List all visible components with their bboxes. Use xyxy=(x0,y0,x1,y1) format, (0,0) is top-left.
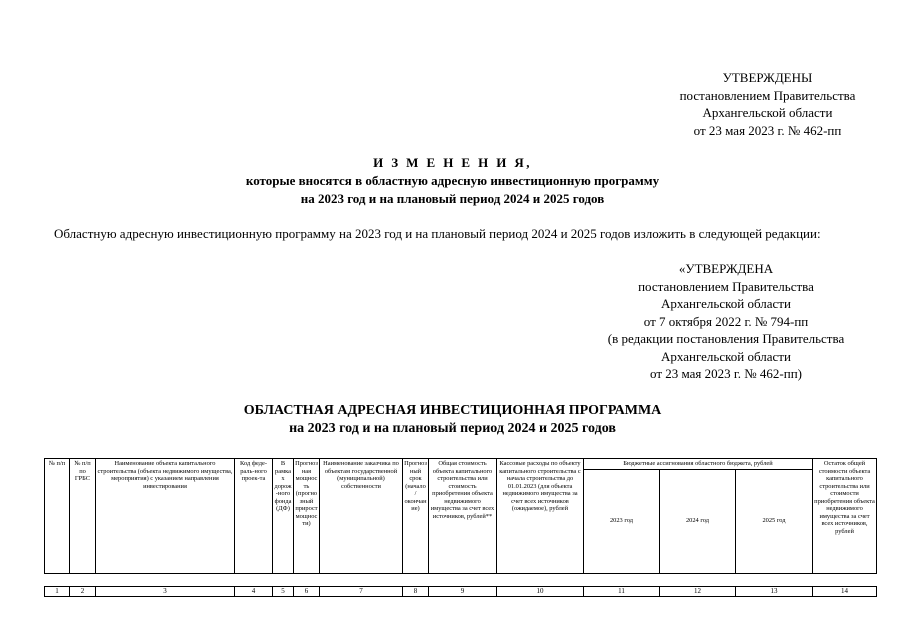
column-number: 6 xyxy=(294,586,320,596)
approval-line: от 7 октября 2022 г. № 794-пп xyxy=(643,313,809,329)
approval-line: от 23 мая 2023 г. № 462-пп) xyxy=(650,366,802,381)
column-number: 13 xyxy=(736,586,813,596)
changes-heading xyxy=(0,154,905,208)
approval-line: УТВЕРЖДЕНЫ xyxy=(722,70,813,85)
approval-stamp-previous xyxy=(585,260,867,383)
table-spacer-row xyxy=(45,573,877,586)
intro-paragraph: Областную адресную инвестиционную программу на 2023 год и на плановый период 2024 и 2025 годов изложить в следующей редакции: xyxy=(54,226,821,241)
column-number: 7 xyxy=(320,586,403,596)
header-customer-name: Наименование заказчика по объектам государственной (муниципальной) собственности xyxy=(320,459,403,574)
approval-line: Архангельской области xyxy=(661,348,791,364)
column-number: 5 xyxy=(273,586,294,596)
approval-line: Архангельской области xyxy=(661,296,791,311)
column-number: 3 xyxy=(96,586,235,596)
column-number: 14 xyxy=(813,586,877,596)
header-year-2023: 2023 год xyxy=(584,469,660,573)
column-number: 12 xyxy=(660,586,736,596)
changes-subtitle-line: которые вносятся в областную адресную инвестиционную программу xyxy=(245,173,660,188)
header-budget-allocations: Бюджетные ассигнования областного бюджета, рублей xyxy=(584,459,813,470)
program-heading xyxy=(0,402,905,438)
header-road-fund: В рамках дорож-ного фонда (ДФ) xyxy=(273,459,294,574)
investment-program-table xyxy=(44,458,877,597)
column-number: 2 xyxy=(70,586,96,596)
header-year-2024: 2024 год xyxy=(660,469,736,573)
column-number: 8 xyxy=(403,586,429,596)
header-year-2025: 2025 год xyxy=(736,469,813,573)
column-number: 11 xyxy=(584,586,660,596)
column-number-row xyxy=(45,586,877,596)
approval-stamp-top xyxy=(660,69,875,139)
approval-line: постановлением Правительства xyxy=(679,87,856,103)
approval-line: постановлением Правительства xyxy=(638,278,814,294)
header-federal-project-code: Код феде-раль-ного проек-та xyxy=(235,459,273,574)
column-number: 4 xyxy=(235,586,273,596)
header-capacity: Прогнозная мощность (прогнозный прирост мощности) xyxy=(294,459,320,574)
column-number: 10 xyxy=(497,586,584,596)
header-object-name: Наименование объекта капитального строительства (объекта недвижимого имущества, мероприятия) с указанием направления инвестирования xyxy=(96,459,235,574)
changes-title: И З М Е Н Е Н И Я, xyxy=(373,155,532,170)
changes-subtitle-line: на 2023 год и на плановый период 2024 и 2025 годов xyxy=(300,191,605,206)
approval-line: «УТВЕРЖДЕНА xyxy=(678,261,774,276)
header-remaining-cost: Остаток общей стоимости объекта капитального строительства или стоимости приобретения объекта недвижимого имущества за счет всех источников, рублей xyxy=(813,459,877,574)
header-cash-expenses: Кассовые расходы по объекту капитального строительства с начала строительства до 01.01.2023 (для объекта недвижимого имущества за счет всех источников (ожидаемое), рублей xyxy=(497,459,584,574)
column-number: 1 xyxy=(45,586,70,596)
program-title: ОБЛАСТНАЯ АДРЕСНАЯ ИНВЕСТИЦИОННАЯ ПРОГРАММА xyxy=(243,403,662,418)
header-term: Прогнозный срок (начало / окончание) xyxy=(403,459,429,574)
approval-line: (в редакции постановления Правительства xyxy=(607,331,845,346)
header-total-cost: Общая стоимость объекта капитального строительства или стоимость приобретения объекта недвижимого имущества за счет всех источников, рублей** xyxy=(429,459,497,574)
header-row-number: № п/п xyxy=(45,459,70,574)
approval-line: от 23 мая 2023 г. № 462-пп xyxy=(693,122,842,138)
program-subtitle: на 2023 год и на плановый период 2024 и 2025 годов xyxy=(289,421,616,436)
approval-line: Архангельской области xyxy=(702,105,833,120)
column-number: 9 xyxy=(429,586,497,596)
header-grbs-number: № п/п по ГРБС xyxy=(70,459,96,574)
